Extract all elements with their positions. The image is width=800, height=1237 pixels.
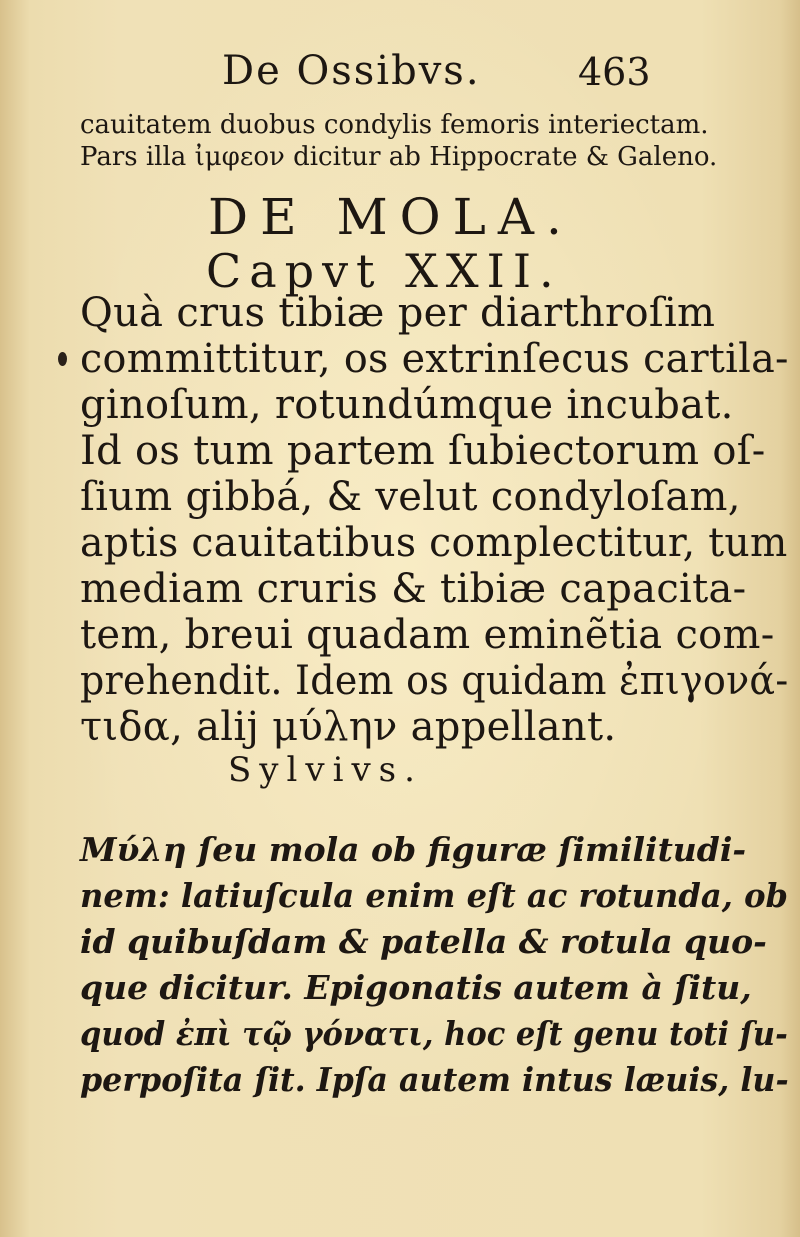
commentator-heading: Sylvivs. bbox=[228, 750, 423, 790]
chapter-title: Capvt XXII. bbox=[206, 244, 562, 298]
commentary-line: que dicitur. Epigonatis autem à ſitu, bbox=[80, 968, 752, 1007]
body-line: prehendit. Idem os quidam ἐπιγονά- bbox=[80, 658, 789, 704]
carryover-line: Pars illa ἰμφεον dicitur ab Hippocrate & Galeno. bbox=[80, 142, 718, 172]
commentary-line: id quibuſdam & patella & rotula quo- bbox=[80, 922, 767, 961]
section-title: DE MOLA. bbox=[208, 188, 574, 246]
carryover-line: cauitatem duobus condylis femoris interiectam. bbox=[80, 110, 709, 140]
body-line: mediam cruris & tibiæ capacita- bbox=[80, 566, 747, 612]
body-line: Id os tum partem ſubiectorum oſ- bbox=[80, 428, 766, 474]
commentary-line: quod ἐπὶ τῷ γόνατι, hoc eſt genu toti ſu- bbox=[80, 1014, 788, 1053]
body-line: tem, breui quadam eminẽtia com- bbox=[80, 612, 775, 658]
body-line: τιδα, alij μύλην appellant. bbox=[80, 704, 617, 750]
body-line: ginoſum, rotundúmque incubat. bbox=[80, 382, 734, 428]
body-line: aptis cauitatibus complectitur, tum bbox=[80, 520, 788, 566]
page-number: 463 bbox=[578, 50, 651, 94]
marginal-mark bbox=[58, 352, 67, 366]
running-head: De Ossibvs. bbox=[222, 48, 481, 94]
body-line: committitur, os extrinſecus cartila- bbox=[80, 336, 789, 382]
body-line: Quà crus tibiæ per diarthroſim bbox=[80, 290, 716, 336]
commentary-line: Μύλη ſeu mola ob figuræ ſimilitudi- bbox=[80, 830, 747, 869]
commentary-line: perpoſita ſit. Ipſa autem intus læuis, lu- bbox=[80, 1060, 789, 1099]
commentary-line: nem: latiuſcula enim eſt ac rotunda, ob bbox=[80, 876, 789, 915]
body-line: ſium gibbá, & velut condyloſam, bbox=[80, 474, 741, 520]
